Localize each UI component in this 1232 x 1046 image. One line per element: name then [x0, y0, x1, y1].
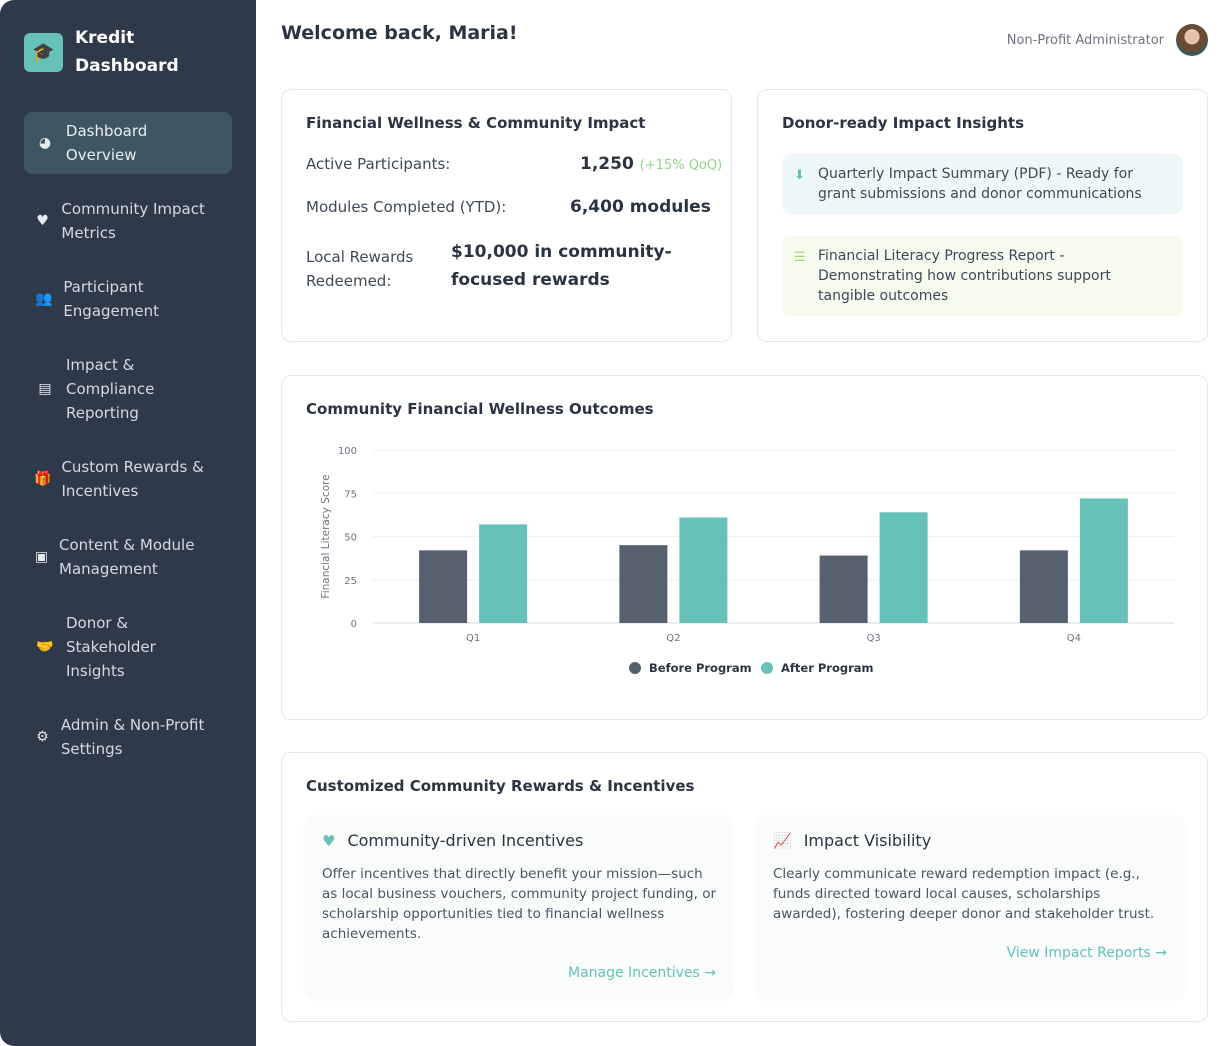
- sidebar-item-label: Content & Module Management: [59, 536, 195, 578]
- sidebar-item-rewards[interactable]: [24, 448, 232, 510]
- bar-Q3-before-program: [820, 556, 868, 623]
- chart-card: [281, 375, 1208, 720]
- sidebar-item-label: Donor & Stakeholder Insights: [66, 614, 156, 680]
- insight-item[interactable]: [782, 154, 1183, 214]
- legend-marker: [761, 662, 773, 674]
- book-icon: ▣: [34, 549, 49, 565]
- sidebar-item-donor[interactable]: [24, 604, 232, 690]
- sidebar-item-community-impact[interactable]: [24, 190, 232, 252]
- users-icon: 👥: [34, 291, 53, 307]
- sidebar-nav: [24, 112, 232, 784]
- sidebar-item-participant-engagement[interactable]: [24, 268, 232, 330]
- sidebar-item-label: Dashboard Overview: [65, 122, 148, 164]
- sidebar-item-label: Community Impact Metrics: [61, 200, 205, 242]
- y-tick-label: 75: [344, 489, 357, 501]
- y-tick-label: 25: [344, 575, 357, 587]
- incentives-card: [306, 817, 732, 997]
- bar-Q2-before-program: [619, 545, 667, 623]
- card-title: Donor-ready Impact Insights: [782, 114, 1024, 132]
- view-impact-reports-link[interactable]: View Impact Reports →: [1006, 945, 1167, 961]
- page-title: Welcome back, Maria!: [281, 22, 518, 44]
- bar-Q4-after-program: [1080, 498, 1128, 623]
- participants-value: [580, 154, 722, 174]
- handshake-icon: 🤝: [36, 639, 54, 655]
- y-tick-label: 0: [350, 619, 357, 630]
- legend-label: After Program: [781, 661, 874, 675]
- sidebar-item-reporting[interactable]: [24, 346, 232, 432]
- pie-chart-icon: ◕: [38, 135, 52, 151]
- app-name: Kredit Dashboard: [75, 28, 179, 76]
- subcard-text: Offer incentives that directly benefit your mission—such as local business vouchers, community project funding, or scholarship opportunities tied to financial wellness achievements.: [322, 866, 716, 942]
- rewards-card: [281, 752, 1208, 1022]
- participants-number: 1,250: [580, 154, 634, 174]
- subcard-title: Community-driven Incentives: [347, 831, 584, 850]
- logo[interactable]: [24, 24, 215, 80]
- x-tick-label: Q2: [666, 633, 681, 644]
- document-icon: ▤: [38, 381, 52, 397]
- wellness-card: [281, 89, 732, 342]
- subcard-title: Impact Visibility: [803, 831, 932, 850]
- legend-label: Before Program: [649, 661, 752, 675]
- sidebar-item-settings[interactable]: [24, 706, 232, 768]
- trend-chart-icon: 📈: [773, 831, 792, 850]
- card-title: Community Financial Wellness Outcomes: [306, 400, 654, 418]
- manage-incentives-link[interactable]: Manage Incentives →: [568, 965, 716, 981]
- user-role: Non-Profit Administrator: [1006, 32, 1164, 48]
- card-title: Financial Wellness & Community Impact: [306, 114, 646, 132]
- bar-chart: [282, 376, 1209, 721]
- sidebar-item-dashboard-overview[interactable]: [24, 112, 232, 174]
- participants-change: (+15% QoQ): [639, 158, 723, 173]
- avatar[interactable]: [1176, 24, 1208, 56]
- legend-marker: [629, 662, 641, 674]
- y-tick-label: 50: [344, 532, 357, 544]
- bar-Q2-after-program: [679, 517, 727, 623]
- modules-value: 6,400 modules: [570, 197, 711, 217]
- sidebar-item-label: Impact & Compliance Reporting: [66, 356, 155, 422]
- file-download-icon: ⬇: [794, 168, 805, 183]
- insight-text: Quarterly Impact Summary (PDF) - Ready for grant submissions and donor communications: [818, 166, 1142, 202]
- y-tick-label: 100: [337, 446, 357, 457]
- bar-Q1-after-program: [479, 524, 527, 623]
- insight-item[interactable]: [782, 236, 1183, 316]
- sidebar: [0, 0, 256, 1046]
- x-tick-label: Q4: [1066, 633, 1081, 644]
- sidebar-item-content[interactable]: [24, 526, 232, 588]
- gear-icon: ⚙: [36, 729, 49, 745]
- y-axis-label: Financial Literacy Score: [320, 474, 332, 599]
- gift-icon: 🎁: [34, 471, 52, 487]
- sidebar-item-label: Participant Engagement: [63, 278, 159, 320]
- card-title: Customized Community Rewards & Incentives: [306, 777, 695, 795]
- rewards-value: $10,000 in community-focused rewards: [451, 242, 672, 290]
- hand-heart-icon: ♥: [322, 831, 336, 850]
- bar-Q3-after-program: [880, 512, 928, 623]
- bar-list-icon: ☰: [794, 250, 806, 265]
- insight-text: Financial Literacy Progress Report - Demonstrating how contributions support tangible outcomes: [818, 248, 1111, 304]
- x-tick-label: Q1: [466, 633, 481, 644]
- insights-card: [757, 89, 1208, 342]
- bar-Q4-before-program: [1020, 550, 1068, 623]
- sidebar-item-label: Custom Rewards & Incentives: [61, 458, 204, 500]
- rewards-label: Local Rewards Redeemed:: [306, 248, 414, 290]
- hand-heart-icon: ♥: [36, 213, 49, 229]
- user-menu[interactable]: [1007, 24, 1208, 56]
- graduation-cap-icon: 🎓: [24, 33, 63, 72]
- participants-label: Active Participants:: [306, 155, 451, 173]
- subcard-text: Clearly communicate reward redemption impact (e.g., funds directed toward local causes, scholarships awarded), fostering deeper donor and stakeholder trust.: [773, 866, 1155, 922]
- visibility-card: [757, 817, 1183, 997]
- bar-Q1-before-program: [419, 550, 467, 623]
- x-tick-label: Q3: [866, 633, 881, 644]
- sidebar-item-label: Admin & Non-Profit Settings: [60, 716, 205, 758]
- modules-label: Modules Completed (YTD):: [306, 198, 507, 216]
